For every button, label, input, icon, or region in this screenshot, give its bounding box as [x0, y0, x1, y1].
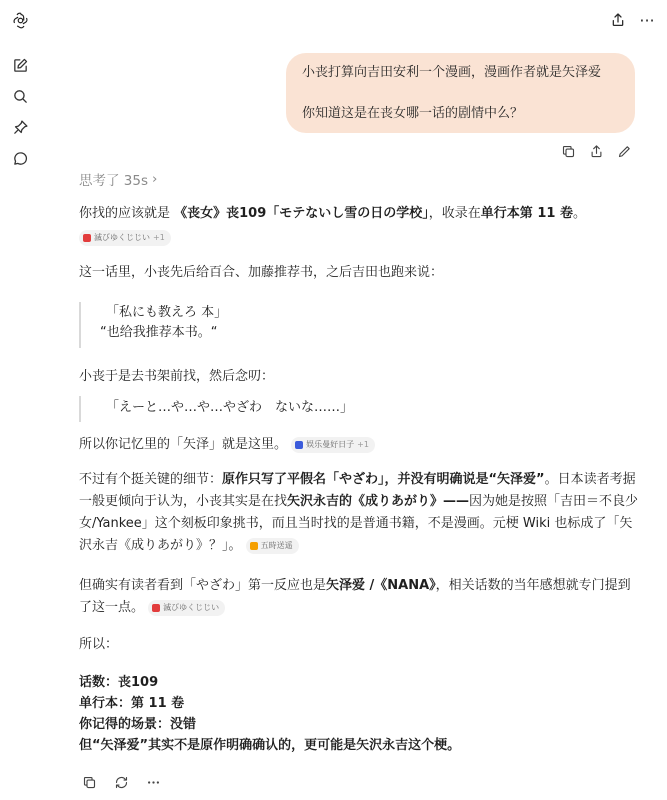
text: 。日本读者考据一般更倾向于认为，小丧其实是在找	[79, 472, 636, 509]
text: 所以你记忆里的「矢泽」就是这里。	[79, 437, 288, 452]
bold-text: 原作只写了平假名「やざわ」，并没有明确说是“矢泽爱”	[222, 472, 545, 487]
summary-line	[79, 714, 639, 735]
user-message-bubble	[286, 53, 635, 133]
summary-line	[79, 693, 639, 714]
citation-label: 娱乐曼好日子	[306, 439, 355, 449]
citation-row	[79, 227, 639, 249]
bold-text: 你记得的场景：	[79, 717, 171, 732]
citation-chip[interactable]	[79, 230, 171, 246]
bold-text: 话数：	[79, 675, 119, 690]
thought-label: 思考了 35s	[79, 173, 149, 189]
response-actions	[78, 773, 164, 791]
quote-line: 「えーと…や…や…やざわ ないな……」	[106, 400, 354, 415]
edit-icon[interactable]	[613, 142, 635, 160]
thought-toggle[interactable]	[79, 169, 157, 189]
citation-count: +1	[153, 232, 165, 242]
bold-text: 矢沢永吉的《成りあがり》——	[287, 494, 470, 509]
search-icon[interactable]	[9, 85, 31, 107]
bold-text: 单行本第 11 卷	[480, 206, 573, 221]
citation-chip[interactable]	[246, 538, 299, 554]
citation-chip[interactable]	[291, 437, 375, 453]
text: ，收录在	[428, 206, 481, 221]
response-paragraph	[79, 469, 639, 557]
text: 小丧于是去书架前找，然后念叨：	[79, 369, 275, 384]
blockquote	[79, 302, 227, 348]
text: 。	[572, 206, 586, 221]
bold-text: 第 11 卷	[131, 696, 185, 711]
chat-bubble-icon[interactable]	[9, 147, 31, 169]
summary-line	[79, 735, 639, 756]
response-paragraph	[79, 203, 639, 225]
regenerate-icon[interactable]	[110, 773, 132, 791]
chevron-right-icon: ›	[152, 171, 158, 187]
more-options-icon[interactable]: ···	[639, 10, 655, 30]
citation-count: +1	[357, 439, 369, 449]
sidebar	[0, 0, 40, 800]
quote-line: “也给我推荐本书。“	[100, 325, 218, 340]
new-chat-icon[interactable]	[9, 54, 31, 76]
response-paragraph	[79, 262, 639, 284]
bold-text: 单行本：	[79, 696, 132, 711]
text: 不过有个挺关键的细节：	[79, 472, 223, 487]
response-paragraph	[79, 634, 639, 656]
source-favicon-icon	[152, 604, 160, 612]
source-favicon-icon	[295, 441, 303, 449]
openai-logo-icon[interactable]	[9, 9, 31, 31]
response-paragraph	[79, 366, 639, 388]
more-options-icon[interactable]	[142, 773, 164, 791]
source-favicon-icon	[250, 542, 258, 550]
share-message-icon[interactable]	[585, 142, 607, 160]
text: 所以：	[79, 637, 119, 652]
response-paragraph	[79, 575, 639, 619]
text: 你找的应该就是	[79, 206, 175, 221]
share-icon[interactable]	[607, 9, 629, 31]
bold-text: 《丧女》丧109「モテないし雪の日の学校」	[174, 206, 429, 221]
blockquote	[79, 396, 353, 422]
user-message-actions	[557, 142, 635, 160]
quote-line: 「私にも教えろ 本」	[106, 305, 228, 320]
text: ，相关话数的当年感想就专门提到了这一点。	[79, 578, 631, 615]
copy-icon[interactable]	[78, 773, 100, 791]
user-message-line: 小丧打算向吉田安利一个漫画，漫画作者就是矢泽爱	[302, 65, 602, 80]
text: 因为她是按照「吉田＝不良少女/Yankee」这个刻板印象挑书，而且当时找的是普通书籍，不是漫画。元梗 Wiki 也标成了「矢沢永吉《成りあがり》？」。	[79, 494, 639, 553]
pin-icon[interactable]	[9, 116, 31, 138]
bold-text: 但“矢泽爱”其实不是原作明确确认的，更可能是矢沢永吉这个梗。	[79, 738, 461, 753]
citation-label: 五時送遥	[260, 540, 293, 550]
bold-text: 没错	[170, 717, 197, 732]
bold-text: 矢泽爱 /《NANA》	[326, 578, 436, 593]
text: 这一话里，小丧先后给百合、加藤推荐书，之后吉田也跑来说：	[79, 265, 444, 280]
citation-chip[interactable]	[148, 600, 225, 616]
user-message-line: 你知道这是在丧女哪一话的剧情中么？	[302, 106, 524, 121]
bold-text: 丧109	[118, 675, 159, 690]
citation-label: 滅びゆくじじい	[94, 232, 150, 242]
summary-block	[79, 672, 639, 756]
copy-icon[interactable]	[557, 142, 579, 160]
source-favicon-icon	[83, 234, 91, 242]
text: 但确实有读者看到「やざわ」第一反应也是	[79, 578, 327, 593]
response-paragraph	[79, 434, 639, 456]
summary-line	[79, 672, 639, 693]
citation-label: 滅びゆくじじい	[163, 602, 220, 612]
